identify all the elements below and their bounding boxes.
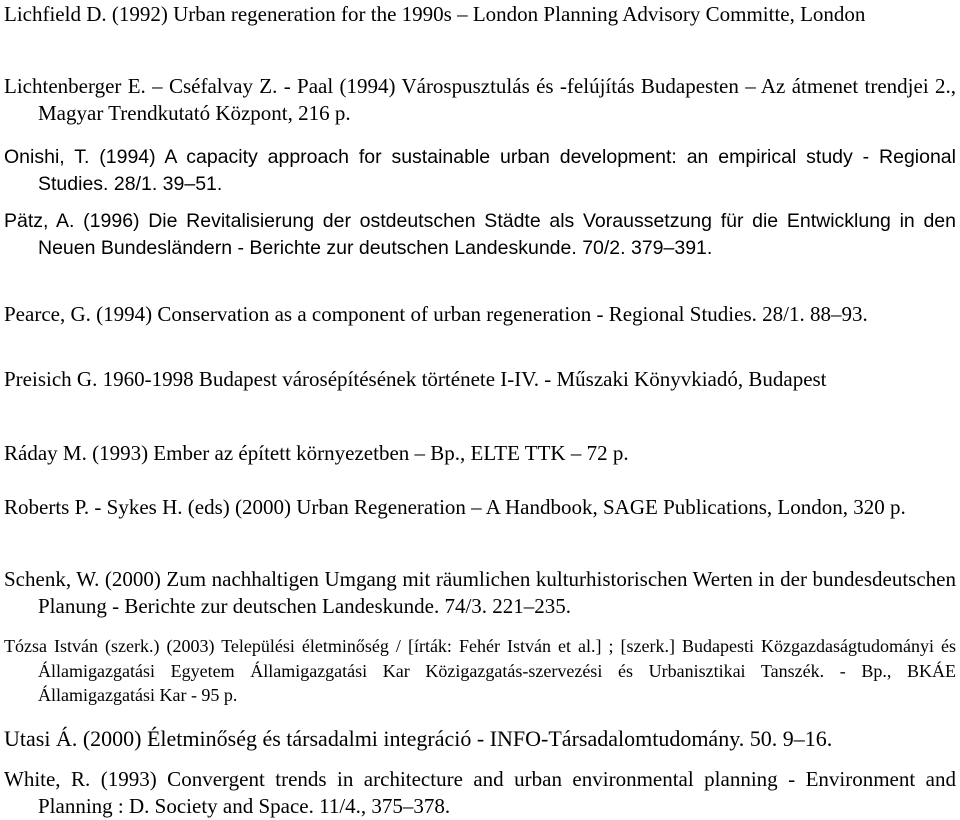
reference-preisich: Preisich G. 1960-1998 Budapest városépítésének története I-IV. - Műszaki Könyvkiadó, Budapest xyxy=(4,367,827,391)
reference-roberts: Roberts P. - Sykes H. (eds) (2000) Urban Regeneration – A Handbook, SAGE Publications, London, 320 p. xyxy=(4,495,906,519)
reference-utasi: Utasi Á. (2000) Életminőség és társadalmi integráció - INFO-Társadalomtudomány. 50. 9–16. xyxy=(4,726,833,751)
reference-lichfield: Lichfield D. (1992) Urban regeneration for the 1990s – London Planning Advisory Committe, London xyxy=(4,2,866,26)
reference-raday: Ráday M. (1993) Ember az épített környezetben – Bp., ELTE TTK – 72 p. xyxy=(4,441,629,465)
reference-patz: Pätz, A. (1996) Die Revitalisierung der ostdeutschen Städte als Voraussetzung für die Entwicklung in den Neuen Bundesländern - Berichte zur deutschen Landeskunde. 70/2. 379–391. xyxy=(4,210,956,259)
reference-pearce: Pearce, G. (1994) Conservation as a component of urban regeneration - Regional Studies. 28/1. 88–93. xyxy=(4,302,868,326)
reference-lichtenberger: Lichtenberger E. – Cséfalvay Z. - Paal (1994) Várospusztulás és -felújítás Budapesten – Az átmenet trendjei 2., Magyar Trendkutató Központ, 216 p. xyxy=(4,74,956,125)
reference-white: White, R. (1993) Convergent trends in architecture and urban environmental planning - Environment and Planning : D. Society and Space. 11/4., 375–378. xyxy=(4,767,956,818)
reference-tozsa: Tózsa István (szerk.) (2003) Települési életminőség / [írták: Fehér István et al.] ; [szerk.] Budapesti Közgazdaságtudományi és Államigazgatási Egyetem Államigazgatási Kar Közigazgatás-szervezési és Urbanisztikai Tanszék. - Bp., BKÁE Államigazgatási Kar - 95 p. xyxy=(4,636,956,705)
reference-onishi: Onishi, T. (1994) A capacity approach for sustainable urban development: an empirical study - Regional Studies. 28/1. 39–51. xyxy=(4,146,956,195)
reference-schenk: Schenk, W. (2000) Zum nachhaltigen Umgang mit räumlichen kulturhistorischen Werten in der bundesdeutschen Planung - Berichte zur deutschen Landeskunde. 74/3. 221–235. xyxy=(4,567,956,618)
